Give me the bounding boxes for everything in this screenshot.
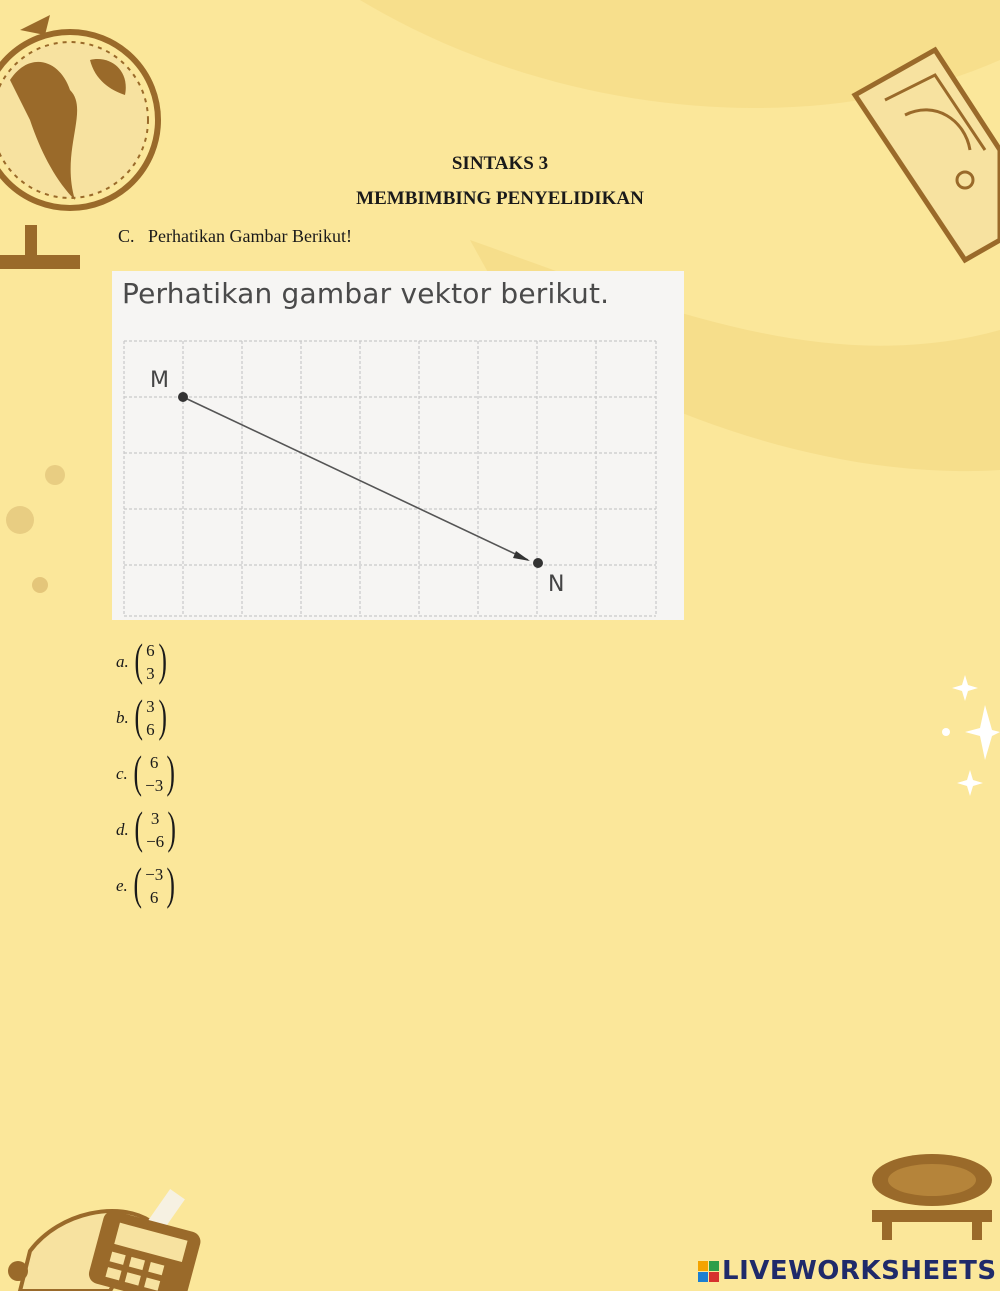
option-letter: b. — [116, 708, 129, 727]
calculator-icon — [0, 1181, 230, 1291]
vector-matrix: ( 6 −3 ) — [133, 746, 176, 797]
label-n: N — [548, 572, 565, 597]
option-letter: c. — [116, 764, 128, 783]
arrowhead-icon — [513, 551, 530, 561]
vector-line — [183, 397, 528, 560]
vector-grid — [112, 271, 684, 620]
sparkle-icon — [940, 670, 1000, 810]
option-b[interactable] — [116, 690, 180, 746]
answer-options — [116, 634, 180, 914]
brand-text: LIVEWORKSHEETS — [722, 1256, 997, 1286]
drum-icon — [862, 1150, 1000, 1240]
option-letter: e. — [116, 876, 128, 895]
option-c[interactable] — [116, 746, 180, 802]
figure-caption: Perhatikan gambar vektor berikut. — [122, 277, 610, 310]
option-d[interactable] — [116, 802, 180, 858]
option-e[interactable] — [116, 858, 180, 914]
vector-matrix: ( 6 3 ) — [134, 634, 167, 685]
section-title: MEMBIMBING PENYELIDIKAN — [356, 188, 644, 209]
option-letter: d. — [116, 820, 129, 839]
instruction — [118, 226, 352, 247]
vector-matrix: ( −3 6 ) — [133, 858, 176, 909]
vector-figure — [112, 271, 684, 620]
instruction-text: Perhatikan Gambar Berikut! — [148, 226, 352, 246]
label-m: M — [150, 368, 169, 393]
vector-matrix: ( 3 −6 ) — [134, 802, 177, 853]
vector-matrix: ( 3 6 ) — [134, 690, 167, 741]
option-letter: a. — [116, 652, 129, 671]
syntax-title: SINTAKS 3 — [451, 153, 549, 174]
instruction-number: C. — [118, 226, 135, 246]
option-a[interactable] — [116, 634, 180, 690]
brand-logo-icon — [698, 1261, 719, 1282]
point-m — [178, 392, 188, 402]
liveworksheets-logo — [698, 1256, 997, 1286]
point-n — [533, 558, 543, 568]
